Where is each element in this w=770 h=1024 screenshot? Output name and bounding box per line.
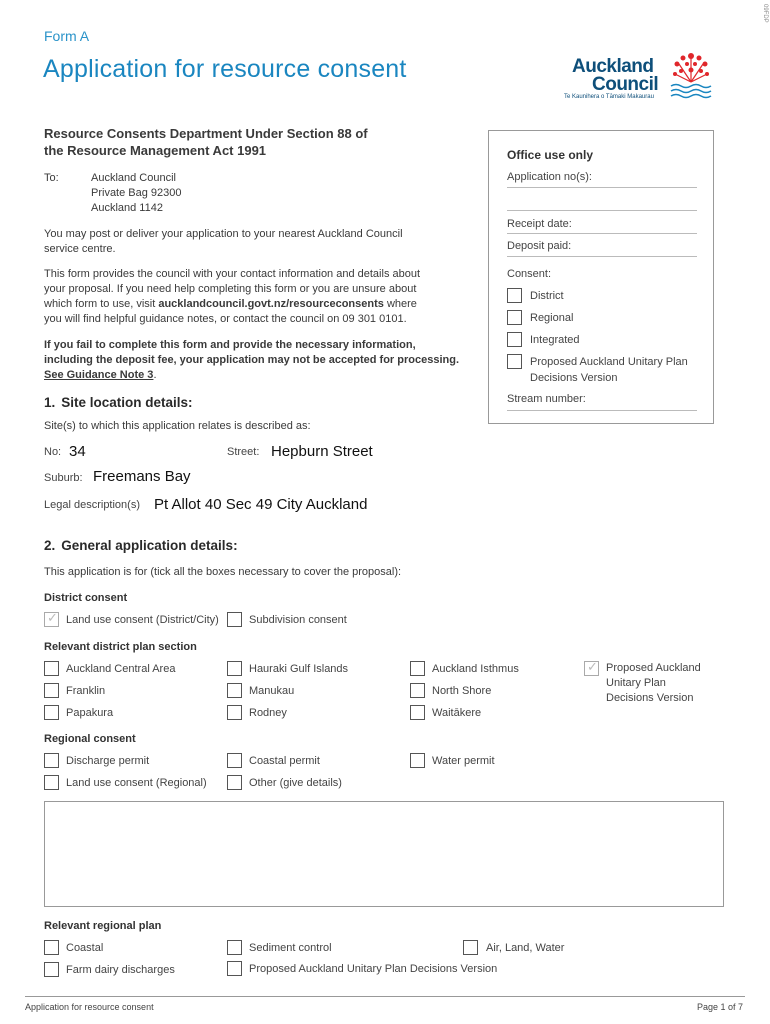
paragraph-line: This form provides the council with your contact information and details about xyxy=(44,268,421,280)
subdivision-checkbox[interactable] xyxy=(227,612,242,627)
website-link[interactable]: aucklandcouncil.govt.nz/resourceconsents xyxy=(158,298,384,310)
discharge-checkbox[interactable] xyxy=(44,753,59,768)
suburb-label: Suburb: xyxy=(44,472,83,484)
regional-plan-heading: Relevant regional plan xyxy=(44,920,162,932)
sediment-label: Sediment control xyxy=(249,942,332,954)
coastal-permit-checkbox[interactable] xyxy=(227,753,242,768)
logo-line1: Auckland xyxy=(572,56,654,77)
help-paragraph xyxy=(44,267,420,327)
footer-title: Application for resource consent xyxy=(25,1002,154,1012)
office-integrated-checkbox[interactable] xyxy=(507,332,522,347)
site-location-heading xyxy=(44,395,193,410)
text-span: which form to use, visit xyxy=(44,298,159,310)
label-line: Unitary Plan xyxy=(606,677,666,689)
office-district-checkbox[interactable] xyxy=(507,288,522,303)
section-number: 1. xyxy=(44,395,56,410)
logo-line2: Council xyxy=(592,74,659,95)
land-use-district-label: Land use consent (District/City) xyxy=(66,614,219,626)
application-no-label: Application no(s): xyxy=(507,171,592,183)
auckland-council-logo xyxy=(564,50,722,106)
waitakere-label: Waitākere xyxy=(432,707,482,719)
paragraph-line: service centre. xyxy=(44,243,116,255)
application-no-line-2[interactable] xyxy=(507,210,697,211)
deposit-paid-label: Deposit paid: xyxy=(507,240,572,252)
paragraph-line: your proposal. If you need help completing this form or you are unsure about xyxy=(44,283,417,295)
regional-consent-heading: Regional consent xyxy=(44,733,136,745)
label-line: Proposed Auckland xyxy=(606,662,701,674)
farm-dairy-checkbox[interactable] xyxy=(44,962,59,977)
papakura-label: Papakura xyxy=(66,707,114,719)
office-proposed-label-2: Decisions Version xyxy=(530,372,618,384)
paragraph-line: including the deposit fee, your application may not be accepted for processing. xyxy=(44,354,460,366)
office-use-title: Office use only xyxy=(507,148,594,162)
street-label: Street: xyxy=(227,446,260,458)
stream-number-label: Stream number: xyxy=(507,393,586,405)
receipt-date-label: Receipt date: xyxy=(507,218,572,230)
office-proposed-checkbox[interactable] xyxy=(507,354,522,369)
street-number-input[interactable]: 34 xyxy=(69,443,86,460)
air-land-water-checkbox[interactable] xyxy=(463,940,478,955)
rodney-checkbox[interactable] xyxy=(227,705,242,720)
to-label: To: xyxy=(44,172,59,184)
general-description: This application is for (tick all the boxes necessary to cover the proposal): xyxy=(44,566,402,578)
office-regional-label: Regional xyxy=(530,312,574,324)
form-label: Form A xyxy=(44,28,90,44)
isthmus-checkbox[interactable] xyxy=(410,661,425,676)
hauraki-checkbox[interactable] xyxy=(227,661,242,676)
consent-label: Consent: xyxy=(507,268,552,280)
address-line: Auckland 1142 xyxy=(91,202,163,214)
legal-description-label: Legal description(s) xyxy=(44,499,140,511)
north-shore-label: North Shore xyxy=(432,685,492,697)
page-number: Page 1 of 7 xyxy=(696,1002,743,1012)
document-code: 09FDP xyxy=(762,4,768,23)
check-icon: ✓ xyxy=(47,610,58,625)
footer-divider xyxy=(25,996,745,997)
waitakere-checkbox[interactable] xyxy=(410,705,425,720)
general-details-heading xyxy=(44,538,238,553)
legal-description-input[interactable]: Pt Allot 40 Sec 49 City Auckland xyxy=(154,496,368,513)
dept-heading xyxy=(44,125,368,159)
water-permit-label: Water permit xyxy=(432,755,495,767)
deposit-paid-line[interactable] xyxy=(507,256,697,257)
office-use-box xyxy=(488,130,714,424)
text-span: . xyxy=(153,369,157,381)
page-title: Application for resource consent xyxy=(43,55,407,83)
paragraph-line xyxy=(44,368,459,383)
warning-paragraph xyxy=(44,338,459,383)
check-icon: ✓ xyxy=(587,659,598,674)
section-title: General application details: xyxy=(61,538,238,553)
dept-heading-line2: the Resource Management Act 1991 xyxy=(44,143,267,158)
isthmus-label: Auckland Isthmus xyxy=(432,663,519,675)
other-details-textarea[interactable] xyxy=(44,801,724,907)
section-title: Site location details: xyxy=(61,395,193,410)
land-use-regional-label: Land use consent (Regional) xyxy=(66,777,207,789)
section-number: 2. xyxy=(44,538,56,553)
district-plan-heading: Relevant district plan section xyxy=(44,641,197,653)
rodney-label: Rodney xyxy=(249,707,287,719)
street-input[interactable]: Hepburn Street xyxy=(271,443,373,460)
label-line: Decisions Version xyxy=(606,692,694,704)
coastal-checkbox[interactable] xyxy=(44,940,59,955)
paragraph-line: you will find helpful guidance notes, or contact the council on 09 301 0101. xyxy=(44,313,407,325)
delivery-paragraph xyxy=(44,227,403,257)
suburb-input[interactable]: Freemans Bay xyxy=(93,468,191,485)
hauraki-label: Hauraki Gulf Islands xyxy=(249,663,349,675)
dept-heading-line1: Resource Consents Department Under Section 88 of xyxy=(44,126,368,141)
logo-tagline: Te Kaunihera o Tāmaki Makaurau xyxy=(564,94,654,100)
proposed-unitary-district-checkbox[interactable] xyxy=(584,661,599,676)
district-consent-heading: District consent xyxy=(44,592,128,604)
subdivision-label: Subdivision consent xyxy=(249,614,347,626)
other-label: Other (give details) xyxy=(249,777,342,789)
auckland-central-checkbox[interactable] xyxy=(44,661,59,676)
office-district-label: District xyxy=(530,290,564,302)
office-proposed-label: Proposed Auckland Unitary Plan xyxy=(530,356,688,368)
manukau-label: Manukau xyxy=(249,685,295,697)
sediment-checkbox[interactable] xyxy=(227,940,242,955)
other-checkbox[interactable] xyxy=(227,775,242,790)
air-land-water-label: Air, Land, Water xyxy=(486,942,565,954)
coastal-permit-label: Coastal permit xyxy=(249,755,320,767)
site-description: Site(s) to which this application relates is described as: xyxy=(44,420,311,432)
north-shore-checkbox[interactable] xyxy=(410,683,425,698)
text-span: where xyxy=(383,298,417,310)
office-integrated-label: Integrated xyxy=(530,334,580,346)
receipt-date-line[interactable] xyxy=(507,233,697,234)
land-use-district-checkbox[interactable] xyxy=(44,612,59,627)
auckland-central-label: Auckland Central Area xyxy=(66,663,176,675)
paragraph-line: You may post or deliver your application to your nearest Auckland Council xyxy=(44,228,403,240)
no-label: No: xyxy=(44,446,62,458)
manukau-checkbox[interactable] xyxy=(227,683,242,698)
paragraph-line xyxy=(44,297,420,312)
land-use-regional-checkbox[interactable] xyxy=(44,775,59,790)
discharge-label: Discharge permit xyxy=(66,755,150,767)
coastal-label: Coastal xyxy=(66,942,104,954)
application-no-line[interactable] xyxy=(507,187,697,188)
pohutukawa-icon xyxy=(667,50,715,100)
proposed-unitary-regional-checkbox[interactable] xyxy=(227,961,242,976)
office-regional-checkbox[interactable] xyxy=(507,310,522,325)
paragraph-line: If you fail to complete this form and provide the necessary information, xyxy=(44,339,416,351)
address-line: Auckland Council xyxy=(91,172,176,184)
guidance-note-link[interactable]: See Guidance Note 3 xyxy=(44,369,154,381)
proposed-unitary-district-label xyxy=(606,661,701,706)
council-address xyxy=(91,171,182,216)
papakura-checkbox[interactable] xyxy=(44,705,59,720)
stream-number-line[interactable] xyxy=(507,410,697,411)
franklin-checkbox[interactable] xyxy=(44,683,59,698)
address-line: Private Bag 92300 xyxy=(91,187,182,199)
proposed-unitary-regional-label: Proposed Auckland Unitary Plan Decisions Version xyxy=(249,963,498,975)
franklin-label: Franklin xyxy=(66,685,106,697)
farm-dairy-label: Farm dairy discharges xyxy=(66,964,175,976)
water-permit-checkbox[interactable] xyxy=(410,753,425,768)
